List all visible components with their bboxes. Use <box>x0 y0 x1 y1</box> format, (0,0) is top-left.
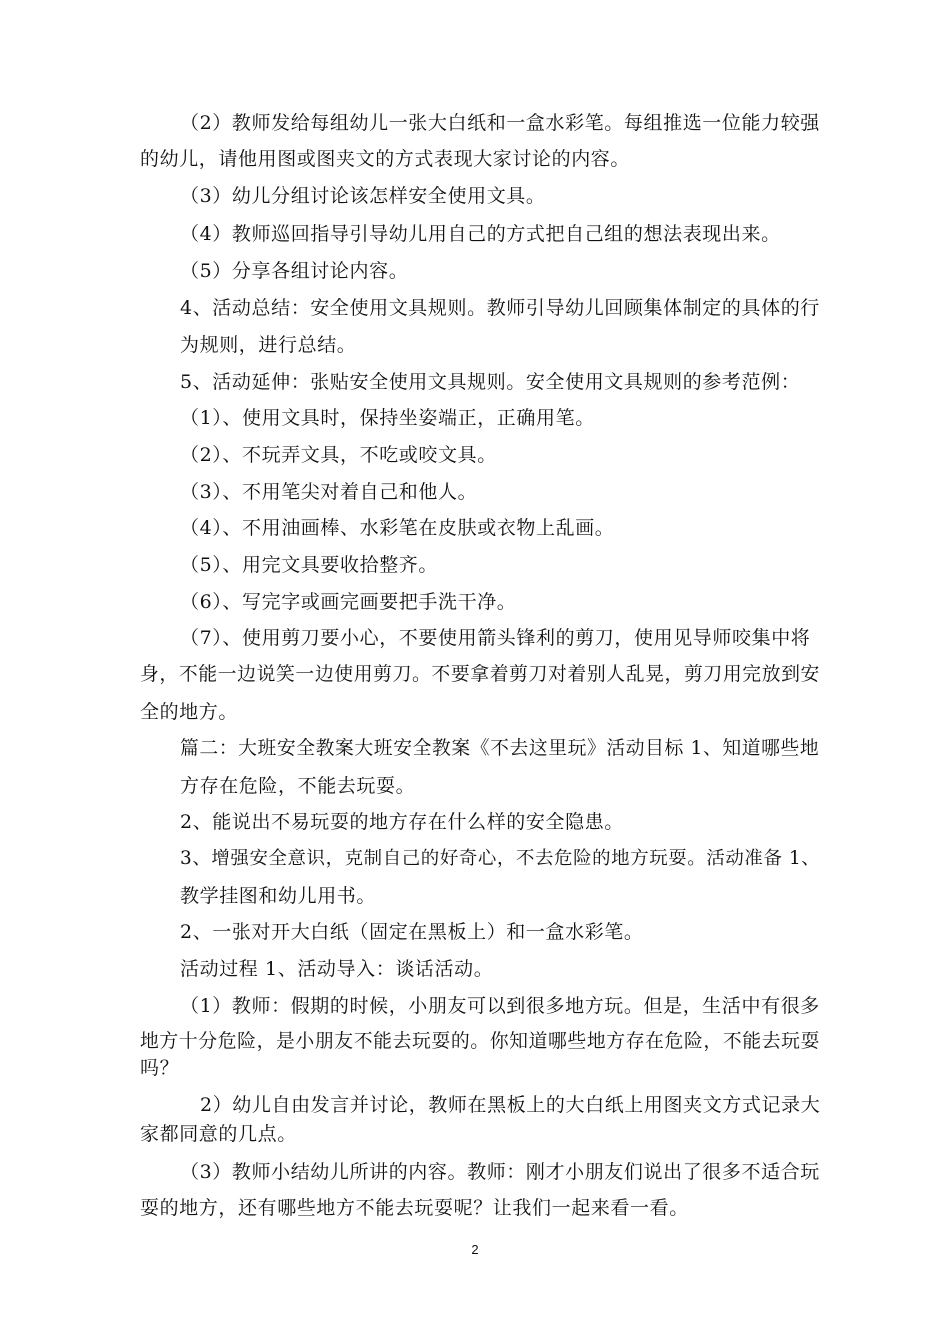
text-line: （6）、写完字或画完画要把手洗干净。 <box>180 591 517 613</box>
text-line: （3）幼儿分组讨论该怎样安全使用文具。 <box>180 185 546 207</box>
text-line: （3）教师小结幼儿所讲的内容。教师：刚才小朋友们说出了很多不适合玩 <box>180 1161 820 1183</box>
text-line: 方存在危险，不能去玩耍。 <box>180 775 416 797</box>
text-line: 耍的地方，还有哪些地方不能去玩耍呢？让我们一起来看一看。 <box>140 1197 689 1219</box>
text-line: 5、活动延伸：张贴安全使用文具规则。安全使用文具规则的参考范例： <box>180 371 801 393</box>
text-line: 吗？ <box>140 1057 180 1079</box>
text-line: （5）、用完文具要收拾整齐。 <box>180 554 438 576</box>
text-line: 地方十分危险，是小朋友不能去玩耍的。你知道哪些地方存在危险，不能去玩耍 <box>140 1031 820 1052</box>
text-line: （5）分享各组讨论内容。 <box>180 260 409 282</box>
text-line: 篇二：大班安全教案大班安全教案《不去这里玩》活动目标 1、知道哪些地 <box>180 738 820 759</box>
text-line: （3）、不用笔尖对着自己和他人。 <box>180 481 478 503</box>
text-line: 身，不能一边说笑一边使用剪刀。不要拿着剪刀对着别人乱晃，剪刀用完放到安 <box>140 664 820 685</box>
text-line: 4、活动总结：安全使用文具规则。教师引导幼儿回顾集体制定的具体的行 <box>180 297 820 319</box>
text-line: 的幼儿，请他用图或图夹文的方式表现大家讨论的内容。 <box>140 148 631 170</box>
text-line: （2）教师发给每组幼儿一张大白纸和一盒水彩笔。每组推选一位能力较强 <box>180 112 820 134</box>
text-line: （2）、不玩弄文具，不吃或咬文具。 <box>180 444 497 466</box>
text-line: 全的地方。 <box>140 701 239 723</box>
page-number: 2 <box>471 1242 479 1257</box>
text-line: （4）教师巡回指导引导幼儿用自己的方式把自己组的想法表现出来。 <box>180 223 781 245</box>
text-line: 2、一张对开大白纸（固定在黑板上）和一盒水彩笔。 <box>180 921 644 943</box>
text-line: 2）幼儿自由发言并讨论，教师在黑板上的大白纸上用图夹文方式记录大 <box>200 1094 821 1116</box>
text-line: 为规则，进行总结。 <box>180 334 357 356</box>
text-line: （1）、使用文具时，保持坐姿端正，正确用笔。 <box>180 407 595 429</box>
text-line: 活动过程 1、活动导入：谈话活动。 <box>180 958 494 980</box>
text-line: 教学挂图和幼儿用书。 <box>180 885 377 907</box>
text-line: 2、能说出不易玩耍的地方存在什么样的安全隐患。 <box>180 811 624 833</box>
text-line: 家都同意的几点。 <box>140 1123 297 1145</box>
text-line: 3、增强安全意识，克制自己的好奇心，不去危险的地方玩耍。活动准备 1、 <box>180 848 821 869</box>
text-line: （4）、不用油画棒、水彩笔在皮肤或衣物上乱画。 <box>180 517 615 539</box>
text-line: （7）、使用剪刀要小心，不要使用箭头锋利的剪刀，使用见导师咬集中将 <box>180 627 811 649</box>
text-line: （1）教师：假期的时候，小朋友可以到很多地方玩。但是，生活中有很多 <box>180 995 820 1017</box>
